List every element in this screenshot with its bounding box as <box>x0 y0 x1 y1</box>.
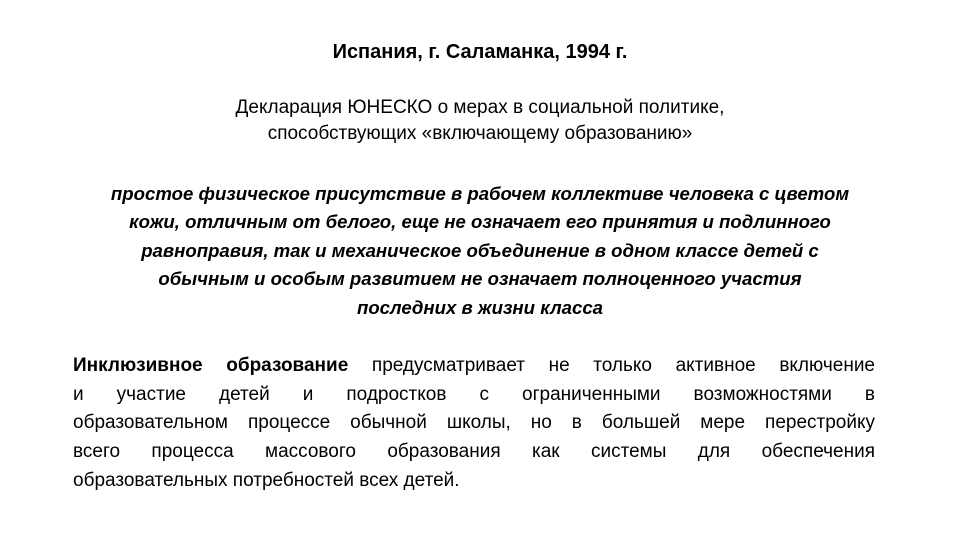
quote-line: последних в жизни класса <box>356 296 604 318</box>
definition-term: Инклюзивное образование <box>73 355 349 376</box>
declaration-title <box>0 95 960 147</box>
declaration-title-line: способствующих «включающему образованию» <box>267 123 693 144</box>
inclusive-education-definition <box>73 352 875 495</box>
definition-line: всего процесса массового образования как системы для обеспечения <box>73 441 875 463</box>
definition-line: и участие детей и подростков с ограниченными возможностями в <box>73 383 875 405</box>
declaration-title-line: Декларация ЮНЕСКО о мерах в социальной политике, <box>235 97 725 118</box>
quote-line: кожи, отличным от белого, еще не означает его принятия и подлинного <box>129 211 831 233</box>
definition-line: образовательном процессе обычной школы, но в большей мере перестройку <box>73 412 875 434</box>
definition-line <box>73 352 875 381</box>
quote-line: простое физическое присутствие в рабочем коллективе человека с цветом <box>110 183 850 204</box>
definition-text: предусматривает не только активное включение <box>371 355 875 376</box>
definition-line: образовательных потребностей всех детей. <box>73 469 460 491</box>
quote-line: равноправия, так и механическое объединение в одном классе детей с <box>141 239 819 261</box>
quote-line: обычным и особым развитием не означает полноценного участия <box>158 268 802 290</box>
declaration-quote <box>60 180 900 322</box>
slide-heading: Испания, г. Саламанка, 1994 г. <box>332 41 628 63</box>
